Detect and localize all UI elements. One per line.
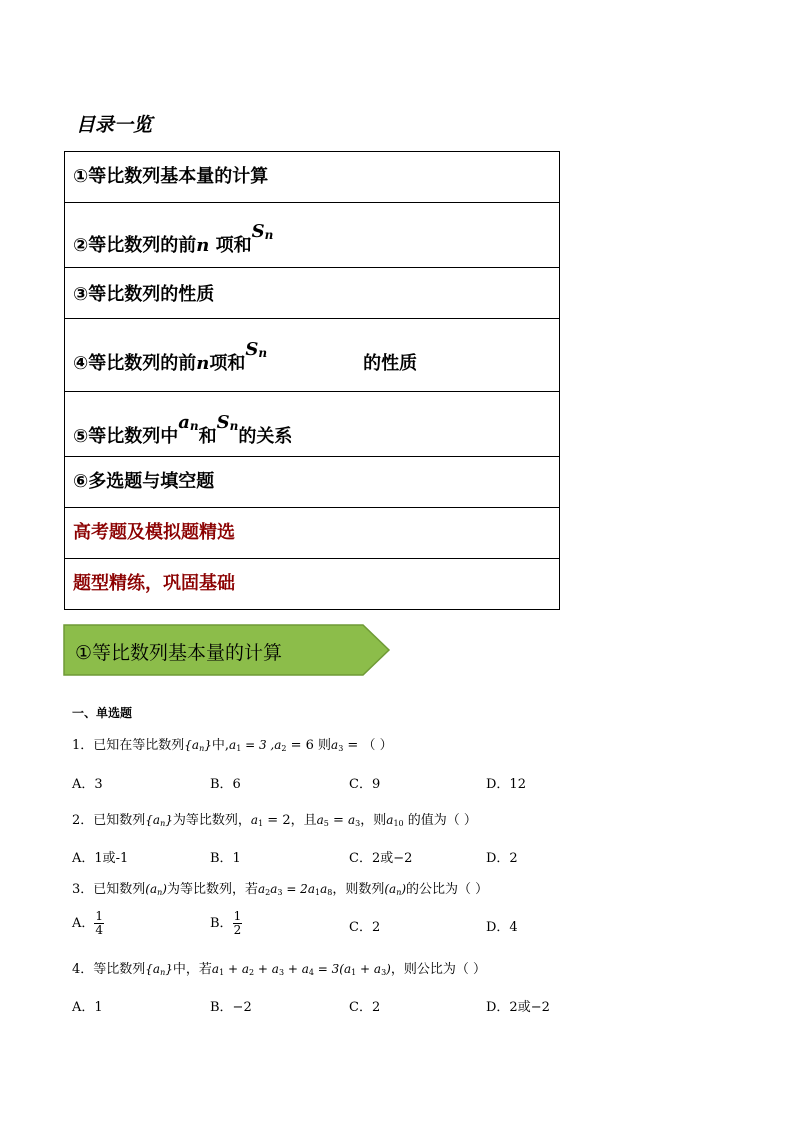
option-a[interactable]: A．1 bbox=[72, 1000, 103, 1015]
toc-item-5[interactable] bbox=[65, 392, 559, 457]
question-1: 1．已知在等比数列{an}中,a1 = 3 ,a2 = 6 则a3 = （ ） bbox=[72, 738, 393, 753]
toc-item-label: ⑤等比数列中an和Sn的关系 bbox=[73, 412, 293, 447]
toc-item-label: 题型精练，巩固基础 bbox=[73, 573, 235, 594]
toc-item-label: ②等比数列的前n 项和Sn bbox=[73, 221, 274, 256]
option-d[interactable]: D．2或−2 bbox=[486, 1000, 550, 1015]
toc-item-label: 高考题及模拟题精选 bbox=[73, 522, 235, 543]
option-a[interactable]: A．3 bbox=[72, 777, 103, 792]
toc-table bbox=[64, 151, 560, 610]
option-c[interactable]: C．9 bbox=[349, 777, 381, 792]
toc-item-label: ①等比数列基本量的计算 bbox=[73, 166, 269, 187]
toc-item-label: ④等比数列的前n项和Sn 的性质 bbox=[73, 339, 418, 374]
toc-item-7[interactable] bbox=[65, 508, 559, 559]
toc-item-label: ⑥多选题与填空题 bbox=[73, 471, 215, 492]
option-b[interactable]: B．−2 bbox=[210, 1000, 252, 1015]
toc-item-label: ③等比数列的性质 bbox=[73, 284, 215, 305]
section-heading: 一、单选题 bbox=[72, 706, 133, 720]
option-d[interactable]: D．12 bbox=[486, 777, 526, 792]
fraction: $\frac{1}{2}$ bbox=[233, 909, 242, 937]
toc-title: 目录一览 bbox=[76, 114, 153, 136]
option-b[interactable]: B．6 bbox=[210, 777, 241, 792]
toc-item-4[interactable] bbox=[65, 319, 559, 392]
toc-item-8[interactable] bbox=[65, 559, 559, 610]
question-2: 2．已知数列{an}为等比数列，a1 = 2，且a5 = a3，则a10 的值为（ ） bbox=[72, 813, 477, 828]
option-b[interactable]: B．1 bbox=[210, 851, 241, 866]
question-4: 4．等比数列{an}中，若a1 + a2 + a3 + a4 = 3(a1 + a3)，则公比为（ ） bbox=[72, 962, 486, 977]
toc-item-6[interactable] bbox=[65, 457, 559, 508]
option-d[interactable]: D．2 bbox=[486, 851, 518, 866]
question-3: 3．已知数列(an)为等比数列，若a2a3 = 2a1a8，则数列(an)的公比为（ ） bbox=[72, 882, 489, 897]
toc-item-1[interactable] bbox=[65, 152, 559, 203]
toc-item-2[interactable] bbox=[65, 203, 559, 268]
banner-label: ①等比数列基本量的计算 bbox=[75, 642, 283, 664]
toc-item-3[interactable] bbox=[65, 268, 559, 319]
option-a[interactable]: A． $\frac{1}{4}$ bbox=[72, 909, 104, 937]
option-c[interactable]: C．2或−2 bbox=[349, 851, 413, 866]
option-c[interactable]: C．2 bbox=[349, 1000, 381, 1015]
fraction: $\frac{1}{4}$ bbox=[95, 909, 104, 937]
option-a[interactable]: A．1或-1 bbox=[72, 851, 129, 866]
option-d[interactable]: D．4 bbox=[486, 920, 518, 935]
section-banner bbox=[63, 624, 391, 676]
option-b[interactable]: B． $\frac{1}{2}$ bbox=[210, 909, 242, 937]
option-c[interactable]: C．2 bbox=[349, 920, 381, 935]
